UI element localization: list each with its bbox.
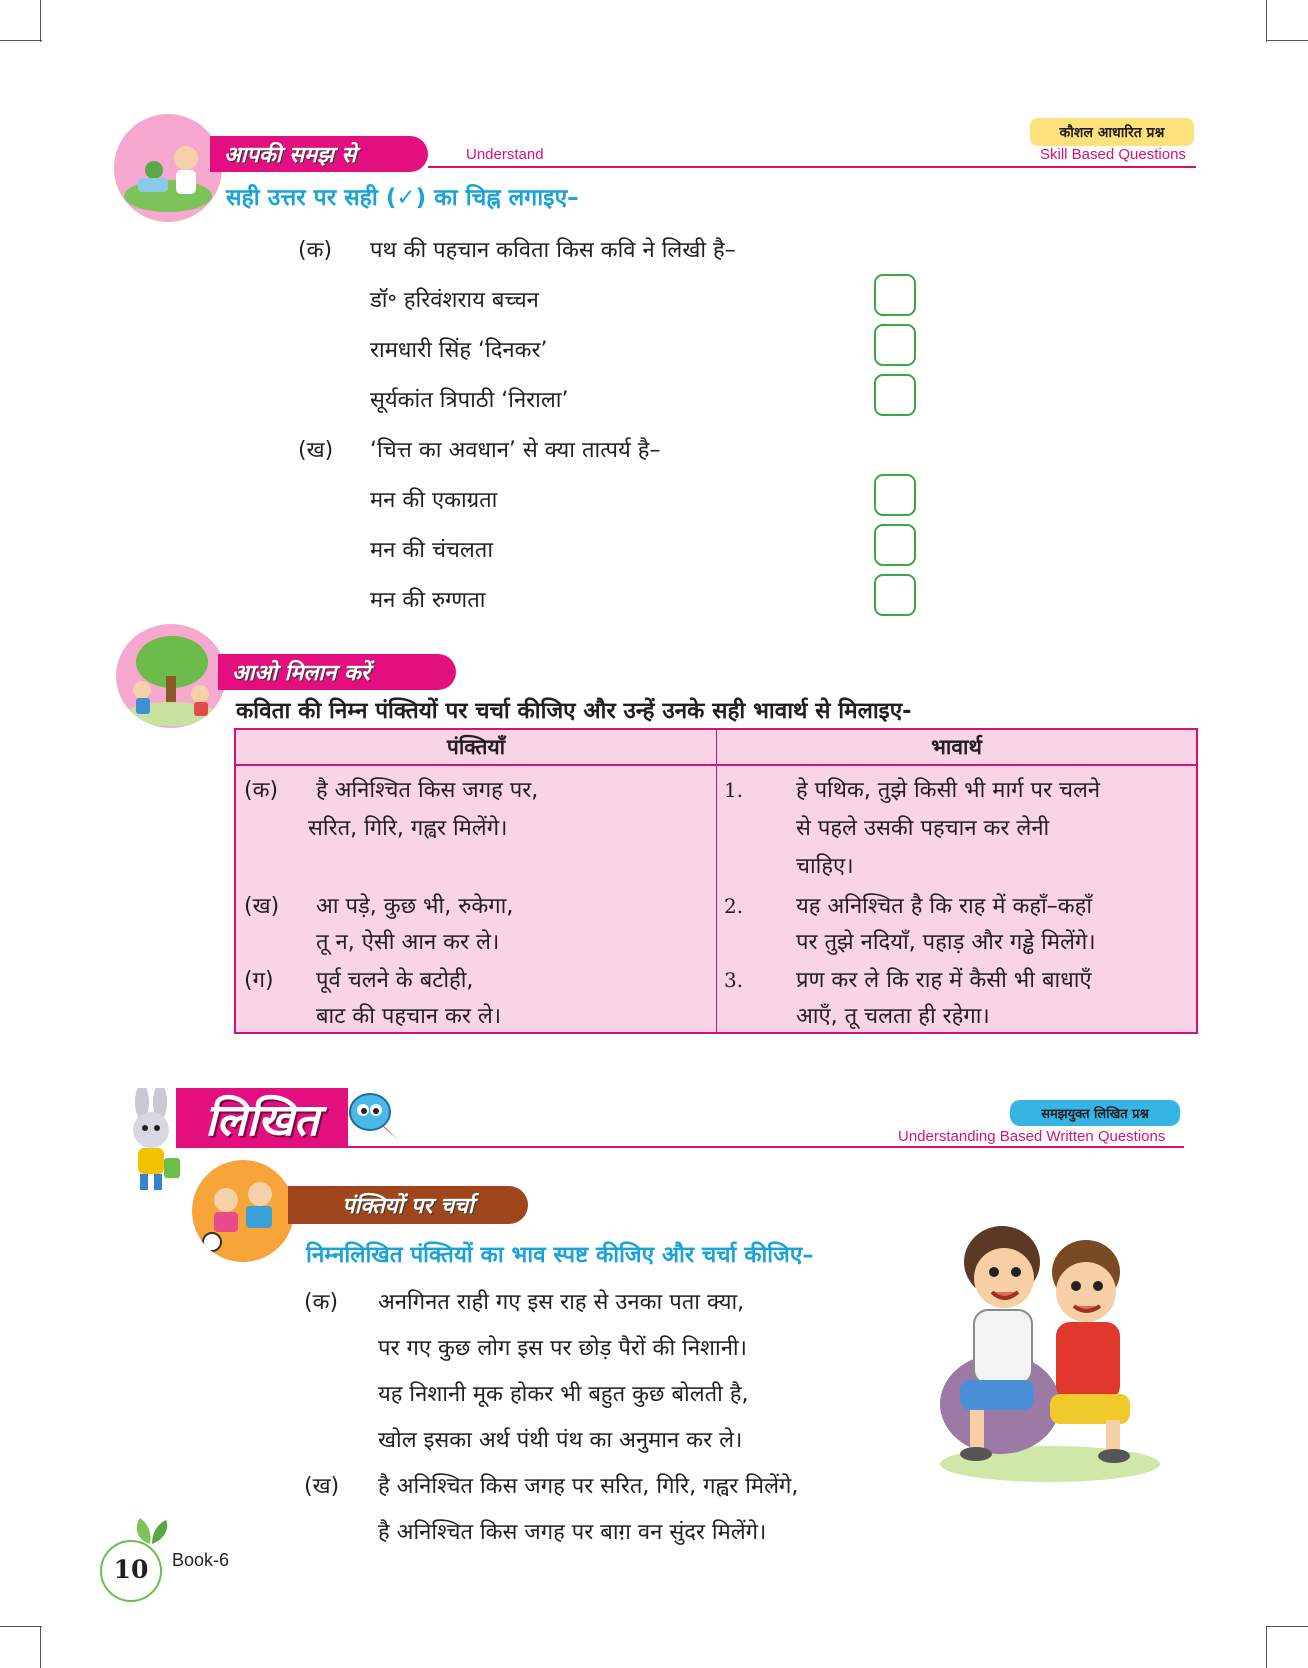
understanding-badge: समझयुक्त लिखित प्रश्न [1010,1100,1180,1126]
answer-checkbox[interactable] [874,474,916,516]
header-rule [428,166,1196,168]
question-marker: (क) [298,238,333,263]
written-banner: लिखित [176,1088,348,1148]
crop-mark [1266,0,1267,42]
row-marker: (क) [244,778,279,803]
meaning-number: 1. [724,778,744,802]
crop-mark [40,1626,41,1668]
meaning-text: चाहिए। [796,854,854,879]
crop-mark [1266,1626,1308,1627]
meaning-number: 3. [724,968,744,992]
subsection-title-pill [288,1186,528,1224]
match-table [234,728,1198,1034]
instruction-3: निम्नलिखित पंक्तियों का भाव स्पष्ट कीजिए और चर्चा कीजिए– [306,1242,814,1268]
line-text: है अनिश्चित किस जगह पर, [316,778,539,803]
poem-line: है अनिश्चित किस जगह पर सरित, गिरि, गह्वर मिलेंगे, [378,1474,799,1499]
section-title: आओ मिलान करें [232,661,370,686]
answer-checkbox[interactable] [874,274,916,316]
meaning-text: हे पथिक, तुझे किसी भी मार्ग पर चलने [796,778,1101,803]
option-label: मन की चंचलता [370,538,494,563]
section-title-pill [218,654,456,690]
pencil-mascot-icon [346,1088,404,1146]
option-label: मन की एकाग्रता [370,488,498,513]
section-title: आपकी समझ से [224,143,357,168]
instruction-2: कविता की निम्न पंक्तियों पर चर्चा कीजिए और उन्हें उनके सही भावार्थ से मिलाइए- [236,698,912,724]
poem-line: पर गए कुछ लोग इस पर छोड़ पैरों की निशानी। [378,1336,747,1361]
answer-checkbox[interactable] [874,574,916,616]
option-label: मन की रुग्णता [370,588,486,613]
poem-line: खोल इसका अर्थ पंथी पंथ का अनुमान कर ले। [378,1428,743,1453]
row-marker: (ग) [244,968,274,993]
option-label: रामधारी सिंह ‘दिनकर’ [370,338,548,363]
column-header: भावार्थ [931,735,982,759]
row-marker: (ख) [244,894,280,919]
understanding-english: Understanding Based Written Questions [898,1128,1166,1145]
reading-kids-illustration [192,1160,294,1262]
instruction-1: सही उत्तर पर सही (✓) का चिह्न लगाइए– [226,185,579,211]
tree-kids-illustration [116,624,226,728]
kids-illustration [114,114,222,222]
book-label: Book-6 [172,1550,230,1570]
table-divider [716,730,717,1032]
skill-english: Skill Based Questions [1040,146,1186,163]
section-subtitle: Understand [466,146,544,163]
meaning-text: से पहले उसकी पहचान कर लेनी [796,816,1050,841]
question-text: ‘चित्त का अवधान’ से क्या तात्पर्य है– [370,438,661,463]
question-marker: (क) [304,1290,339,1315]
meaning-text: यह अनिश्चित है कि राह में कहाँ–कहाँ [796,894,1093,919]
poem-line: अनगिनत राही गए इस राह से उनका पता क्या, [378,1290,745,1315]
question-marker: (ख) [298,438,334,463]
line-text: तू न, ऐसी आन कर ले। [316,930,500,955]
column-header: पंक्तियाँ [446,735,506,759]
meaning-number: 2. [724,894,744,918]
line-text: सरित, गिरि, गह्वर मिलेंगे। [308,816,508,841]
option-label: सूर्यकांत त्रिपाठी ‘निराला’ [370,388,569,413]
poem-line: है अनिश्चित किस जगह पर बाग़ वन सुंदर मिलेंगे। [378,1520,767,1545]
subsection-title: पंक्तियों पर चर्चा [342,1194,474,1219]
meaning-text: पर तुझे नदियाँ, पहाड़ और गड्ढे मिलेंगे। [796,930,1096,955]
option-label: डॉ॰ हरिवंशराय बच्चन [370,288,539,313]
crop-mark [1266,40,1308,41]
answer-checkbox[interactable] [874,324,916,366]
answer-checkbox[interactable] [874,374,916,416]
poem-line: यह निशानी मूक होकर भी बहुत कुछ बोलती है, [378,1382,749,1407]
crop-mark [0,40,42,41]
meaning-text: आएँ, तू चलता ही रहेगा। [796,1004,990,1029]
answer-checkbox[interactable] [874,524,916,566]
section-title-pill [210,136,428,172]
line-text: पूर्व चलने के बटोही, [316,968,474,993]
skill-badge: कौशल आधारित प्रश्न [1030,118,1194,146]
written-rule [348,1146,1184,1148]
question-text: पथ की पहचान कविता किस कवि ने लिखी है– [370,238,736,263]
two-boys-illustration [930,1214,1162,1484]
line-text: बाट की पहचान कर ले। [316,1004,502,1029]
page-number: 10 [113,1554,149,1584]
crop-mark [1266,1626,1267,1668]
table-divider [236,764,1196,766]
crop-mark [40,0,41,42]
meaning-text: प्रण कर ले कि राह में कैसी भी बाधाएँ [796,968,1092,993]
line-text: आ पड़े, कुछ भी, रुकेगा, [316,894,514,919]
crop-mark [0,1626,42,1627]
question-marker: (ख) [304,1474,340,1499]
